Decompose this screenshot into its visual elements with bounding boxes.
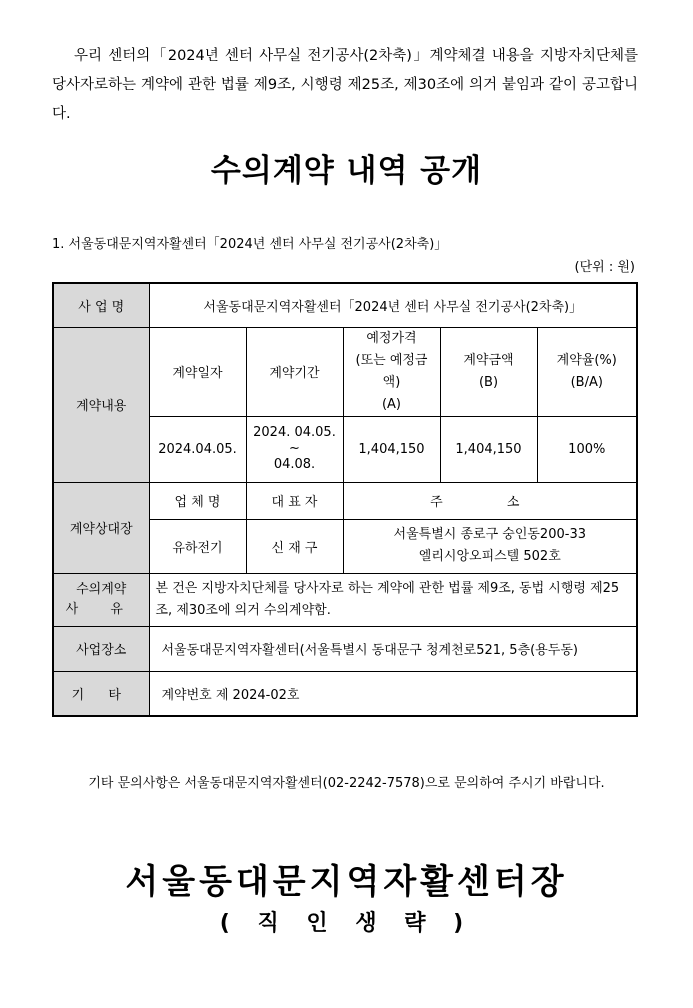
- company-header: 업 체 명: [149, 482, 246, 519]
- contract-period-start: 2024. 04.05.: [253, 425, 336, 440]
- project-label: 사 업 명: [53, 283, 149, 327]
- etc-label: 기 타: [53, 671, 149, 716]
- organization-signature: 서울동대문지역자활센터장: [125, 862, 568, 902]
- project-row: [53, 283, 637, 327]
- party-header-row: [53, 482, 637, 519]
- amount-header-line2: (B): [478, 374, 499, 390]
- amount-header-line1: 계약금액: [463, 352, 514, 368]
- rate-header: [537, 327, 637, 416]
- address-line2: 엘리시앙오피스텔 502호: [418, 549, 561, 564]
- reason-label-line1: 수의계약: [76, 581, 127, 597]
- reason-label-line2: 사 유: [65, 601, 137, 617]
- page-title: 수의계약 내역 공개: [210, 153, 483, 189]
- estimate-header: [343, 327, 440, 416]
- intro-text: 우리 센터의「2024년 센터 사무실 전기공사(2차축)」계약체결 내용을 지방자치단체를 당사자로하는 계약에 관한 법률 제9조, 시행령 제25조, 제30조에 의거 붙임과 같이 공고합니다.: [52, 48, 638, 122]
- contract-period-end: 04.08.: [273, 457, 316, 472]
- etc-text: 계약번호 제 2024-02호: [149, 671, 637, 716]
- location-text: 서울동대문지역자활센터(서울특별시 동대문구 청계천로521, 5층(용두동): [149, 626, 637, 671]
- contract-table: [52, 282, 638, 717]
- address-line1: 서울특별시 종로구 숭인동200-33: [393, 527, 586, 542]
- contract-label: 계약내용: [53, 327, 149, 482]
- location-row: [53, 626, 637, 671]
- rate-value: 100%: [537, 416, 637, 482]
- party-label: 계약상대장: [53, 482, 149, 573]
- reason-text: 본 건은 지방자치단체를 당사자로 하는 계약에 관한 법률 제9조, 동법 시행령 제25조, 제30조에 의거 수의계약함.: [149, 573, 637, 626]
- estimate-value: 1,404,150: [343, 416, 440, 482]
- address-header: 주 소: [343, 482, 637, 519]
- seal-omitted-note: ( 직 인 생 략 ): [219, 911, 474, 936]
- inquiry-note: 기타 문의사항은 서울동대문지역자활센터(02-2242-7578)으로 문의하여 주시기 바랍니다.: [88, 776, 605, 791]
- section-title: 1. 서울동대문지역자활센터「2024년 센터 사무실 전기공사(2차축)」: [52, 237, 448, 252]
- reason-label: [53, 573, 149, 626]
- amount-value: 1,404,150: [440, 416, 537, 482]
- contract-header-row: [53, 327, 637, 416]
- contract-date-header: 계약일자: [149, 327, 246, 416]
- location-label: 사업장소: [53, 626, 149, 671]
- estimate-header-line3: (A): [381, 396, 402, 412]
- amount-header: [440, 327, 537, 416]
- company-name: 유하전기: [149, 519, 246, 573]
- contract-date: 2024.04.05.: [149, 416, 246, 482]
- contract-period: [246, 416, 343, 482]
- intro-paragraph: [52, 42, 638, 129]
- rate-header-line1: 계약율(%): [556, 352, 617, 368]
- etc-row: [53, 671, 637, 716]
- address-value: [343, 519, 637, 573]
- estimate-header-line1: 예정가격: [366, 330, 417, 346]
- project-name: 서울동대문지역자활센터「2024년 센터 사무실 전기공사(2차축)」: [149, 283, 637, 327]
- representative-header: 대 표 자: [246, 482, 343, 519]
- representative-name: 신 재 구: [246, 519, 343, 573]
- rate-header-line2: (B/A): [570, 374, 603, 390]
- contract-period-header: 계약기간: [246, 327, 343, 416]
- contract-period-sep: ~: [289, 441, 300, 456]
- reason-row: [53, 573, 637, 626]
- unit-note: (단위 : 원): [574, 260, 635, 275]
- estimate-header-line2: (또는 예정금액): [355, 352, 428, 390]
